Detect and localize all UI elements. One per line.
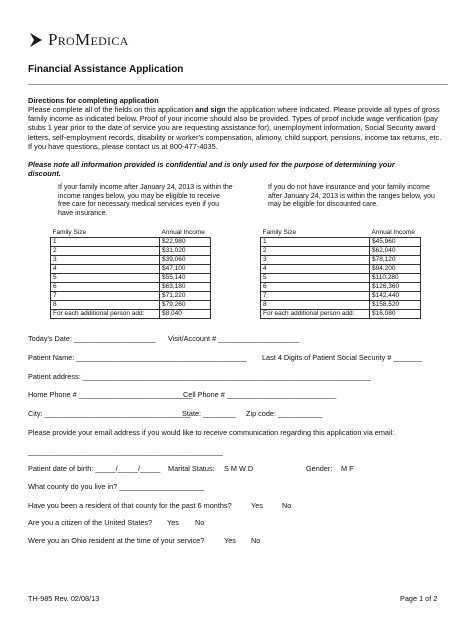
- table-cell: 5: [51, 274, 160, 283]
- free-care-text: If your family income after January 24, 2013 is within the income ranges below, you may be eligible to receive free care for necessary medical services even if you have insurance.: [58, 184, 233, 217]
- page-number: Page 1 of 2: [400, 594, 438, 603]
- table-cell: $8,040: [160, 310, 211, 319]
- free-care-table: [50, 229, 211, 319]
- table-cell: 8: [51, 301, 160, 310]
- table-row: [51, 283, 211, 292]
- table-row: [261, 283, 421, 292]
- table-header-family: Family Size: [262, 229, 297, 236]
- confidential-note: Please note all information provided is confidential and is only used for the purpose of determining your discount.: [28, 160, 395, 179]
- zip-field[interactable]: Zip code: ___________: [246, 409, 323, 418]
- table-cell: $110,280: [370, 274, 421, 283]
- table-cell: $126,360: [370, 283, 421, 292]
- table-row: [261, 301, 421, 310]
- directions-heading: Directions for completing application: [28, 96, 159, 105]
- table-header-row: [51, 229, 211, 238]
- table-header-family: Family Size: [52, 229, 87, 236]
- city-field[interactable]: City: ____________________________________: [28, 409, 191, 418]
- ohio-yes-option[interactable]: Yes: [224, 536, 236, 545]
- resident-question: Have you been a resident of that county for the past 6 months?: [28, 501, 232, 510]
- resident-yes-option[interactable]: Yes: [251, 501, 263, 510]
- ohio-question: Were you an Ohio resident at the time of your service?: [28, 536, 205, 545]
- visit-account-field[interactable]: Visit/Account # ____________________: [168, 334, 300, 343]
- table-row: [261, 238, 421, 247]
- table-cell: $31,020: [160, 247, 211, 256]
- table-cell: 4: [261, 265, 370, 274]
- directions-text-pre: Please complete all of the fields on this application: [28, 105, 196, 114]
- table-cell: 3: [261, 256, 370, 265]
- table-header-income: Annual Income: [371, 229, 415, 236]
- form-id: TH-985 Rev. 02/08/13: [28, 594, 100, 603]
- table-cell: $55,140: [160, 274, 211, 283]
- table-cell: $158,520: [370, 301, 421, 310]
- logo-text: ProMedica: [48, 30, 129, 49]
- table-cell: $71,220: [160, 292, 211, 301]
- table-row: [261, 256, 421, 265]
- table-cell: $78,120: [370, 256, 421, 265]
- directions-body: [28, 105, 446, 151]
- citizen-yes-option[interactable]: Yes: [167, 518, 179, 527]
- home-phone-field[interactable]: Home Phone # ____________________________: [28, 390, 193, 399]
- citizen-question: Are you a citizen of the United States?: [28, 518, 153, 527]
- table-row-additional: [261, 310, 421, 319]
- table-row: [51, 265, 211, 274]
- gender-label: Gender:: [306, 464, 333, 473]
- table-cell: $39,060: [160, 256, 211, 265]
- patient-address-field[interactable]: Patient address: _______________________________________________________________________: [28, 372, 371, 381]
- table-cell: 2: [51, 247, 160, 256]
- table-cell: 7: [51, 292, 160, 301]
- table-cell: 4: [51, 265, 160, 274]
- table-cell: 8: [261, 301, 370, 310]
- table-row-additional: [51, 310, 211, 319]
- county-field[interactable]: What county do you live in? _____________________: [28, 482, 205, 491]
- table-row: [51, 301, 211, 310]
- table-row: [51, 238, 211, 247]
- discount-text: If you do not have insurance and your family income after January 24, 2013 is within the ranges below, you may be eligible for discounted care.: [268, 184, 435, 209]
- table-cell: $63,180: [160, 283, 211, 292]
- table-cell: $45,960: [370, 238, 421, 247]
- table-row: [261, 265, 421, 274]
- table-row: [51, 292, 211, 301]
- table-cell: 1: [261, 238, 370, 247]
- table-cell: 1: [51, 238, 160, 247]
- table-row: [51, 247, 211, 256]
- table-cell: $142,440: [370, 292, 421, 301]
- resident-no-option[interactable]: No: [282, 501, 292, 510]
- table-cell: $62,040: [370, 247, 421, 256]
- table-cell: For each additional person add:: [261, 310, 370, 319]
- table-cell: $47,100: [160, 265, 211, 274]
- ssn-last4-field[interactable]: Last 4 Digits of Patient Social Security # _______: [262, 353, 422, 362]
- table-cell: $79,260: [160, 301, 211, 310]
- patient-name-field[interactable]: Patient Name: __________________________________________: [28, 353, 247, 362]
- table-cell: 2: [261, 247, 370, 256]
- table-cell: For each additional person add:: [51, 310, 160, 319]
- table-row: [261, 292, 421, 301]
- gender-options[interactable]: M F: [341, 464, 354, 473]
- table-cell: 6: [51, 283, 160, 292]
- marital-status-label: Marital Status:: [168, 464, 215, 473]
- table-cell: $94,200: [370, 265, 421, 274]
- email-prompt: Please provide your email address if you would like to receive communication regarding this application via email:: [28, 428, 395, 437]
- table-cell: $16,080: [370, 310, 421, 319]
- table-row: [261, 247, 421, 256]
- table-row: [51, 256, 211, 265]
- marital-status-options[interactable]: S M W D: [224, 464, 254, 473]
- table-row: [261, 274, 421, 283]
- table-header-income: Annual Income: [161, 229, 205, 236]
- state-field[interactable]: State: ________: [182, 409, 236, 418]
- directions-text-post: the application where indicated. Please provide all types of gross family income as indicated below. Proof of your income should also be provided. Types of proof include wage verification (pay stubs 1 year prior to the date of service you are requesting assistance for), unemployment information, Social Security award letters, self-employment records, disability or worker's compensation, alimony, child support, pensions, income tax returns, etc. If you have questions, please contact us at 800-477-4035.: [28, 105, 442, 151]
- table-cell: 5: [261, 274, 370, 283]
- title-divider: [28, 84, 448, 85]
- promedica-logo: [28, 30, 129, 50]
- table-row: [51, 274, 211, 283]
- promedica-logo-icon: [28, 32, 44, 48]
- directions-text-bold: and sign: [195, 105, 226, 114]
- discount-table: [260, 229, 421, 319]
- table-cell: $22,980: [160, 238, 211, 247]
- table-cell: 6: [261, 283, 370, 292]
- page-title: Financial Assistance Application: [28, 64, 184, 75]
- table-cell: 3: [51, 256, 160, 265]
- dob-field[interactable]: Patient date of birth: _____/_____/_____: [28, 464, 161, 473]
- citizen-no-option[interactable]: No: [195, 518, 205, 527]
- table-cell: 7: [261, 292, 370, 301]
- ohio-no-option[interactable]: No: [251, 536, 261, 545]
- email-field[interactable]: ________________________________________________: [28, 447, 223, 456]
- cell-phone-field[interactable]: Cell Phone # ___________________________: [183, 390, 337, 399]
- table-header-row: [261, 229, 421, 238]
- todays-date-field[interactable]: Today's Date: ____________________: [28, 334, 156, 343]
